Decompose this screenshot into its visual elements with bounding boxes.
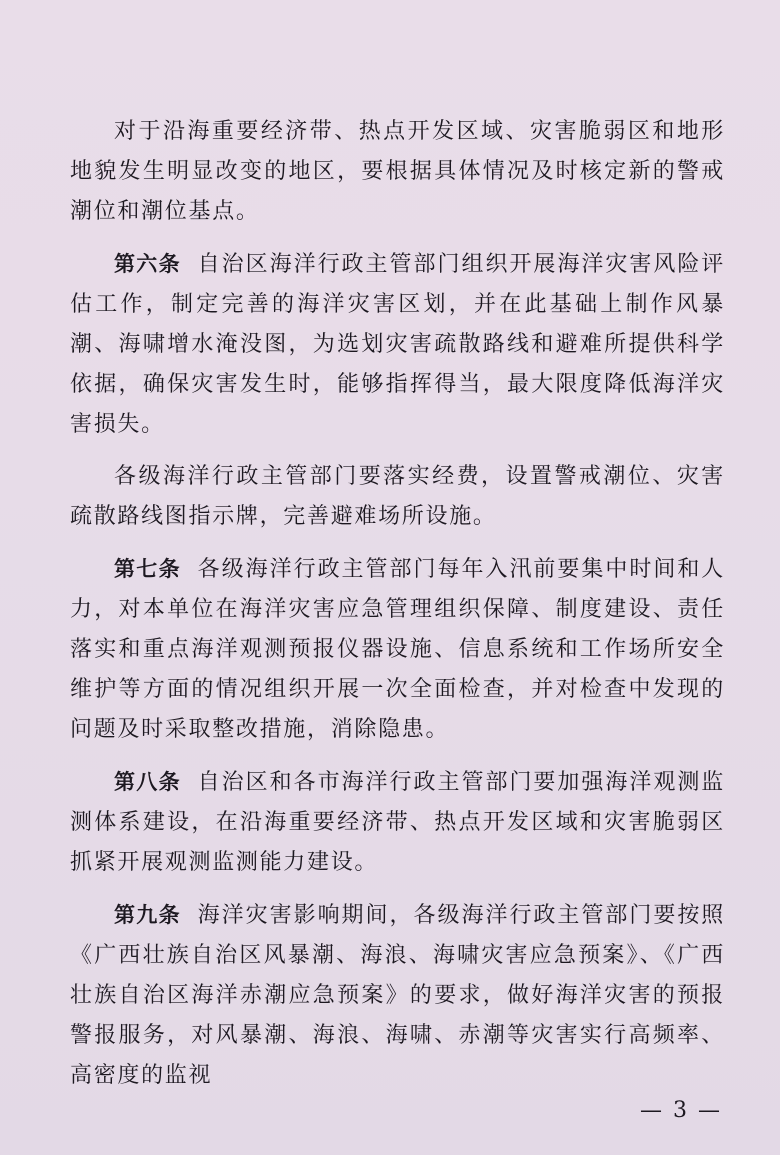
paragraph-text: 自治区海洋行政主管部门组织开展海洋灾害风险评估工作，制定完善的海洋灾害区划，并在此基础上制作风暴潮、海啸增水淹没图，为选划灾害疏散路线和避难所提供科学依据，确保灾害发生时，能够指挥得当，最大限度降低海洋灾害损失。 [70,252,726,437]
paragraph-text: 各级海洋行政主管部门每年入汛前要集中时间和人力，对本单位在海洋灾害应急管理组织保障、制度建设、责任落实和重点海洋观测预报仪器设施、信息系统和工作场所安全维护等方面的情况组织开展一次全面检查，并对检查中发现的问题及时采取整改措施，消除隐患。 [70,557,726,742]
article-number: 第九条 [114,902,181,927]
paragraph-text: 海洋灾害影响期间，各级海洋行政主管部门要按照《广西壮族自治区风暴潮、海浪、海啸灾害应急预案》、《广西壮族自治区海洋赤潮应急预案》的要求，做好海洋灾害的预报警报服务，对风暴潮、海浪、海啸、赤潮等灾害实行高频率、高密度的监视 [70,903,726,1088]
paragraph-text: 对于沿海重要经济带、热点开发区域、灾害脆弱区和地形地貌发生明显改变的地区，要根据具体情况及时核定新的警戒潮位和潮位基点。 [70,119,725,224]
paragraph-article-8 [70,762,725,883]
paragraph-3 [70,457,725,537]
article-number: 第八条 [114,769,181,794]
paragraph-text: 各级海洋行政主管部门要落实经费，设置警戒潮位、灾害疏散路线图指示牌，完善避难场所设施。 [70,464,725,529]
page-number: — 3 — [640,1098,722,1123]
paragraph-text: 自治区和各市海洋行政主管部门要加强海洋观测监测体系建设，在沿海重要经济带、热点开发区域和灾害脆弱区抓紧开展观测监测能力建设。 [70,770,726,875]
paragraph-article-6 [70,244,725,445]
article-number: 第七条 [114,556,181,581]
paragraph-1 [70,112,725,232]
paragraph-article-7 [70,549,725,750]
article-number: 第六条 [114,251,181,276]
document-body [70,112,725,1096]
paragraph-article-9 [70,895,725,1096]
